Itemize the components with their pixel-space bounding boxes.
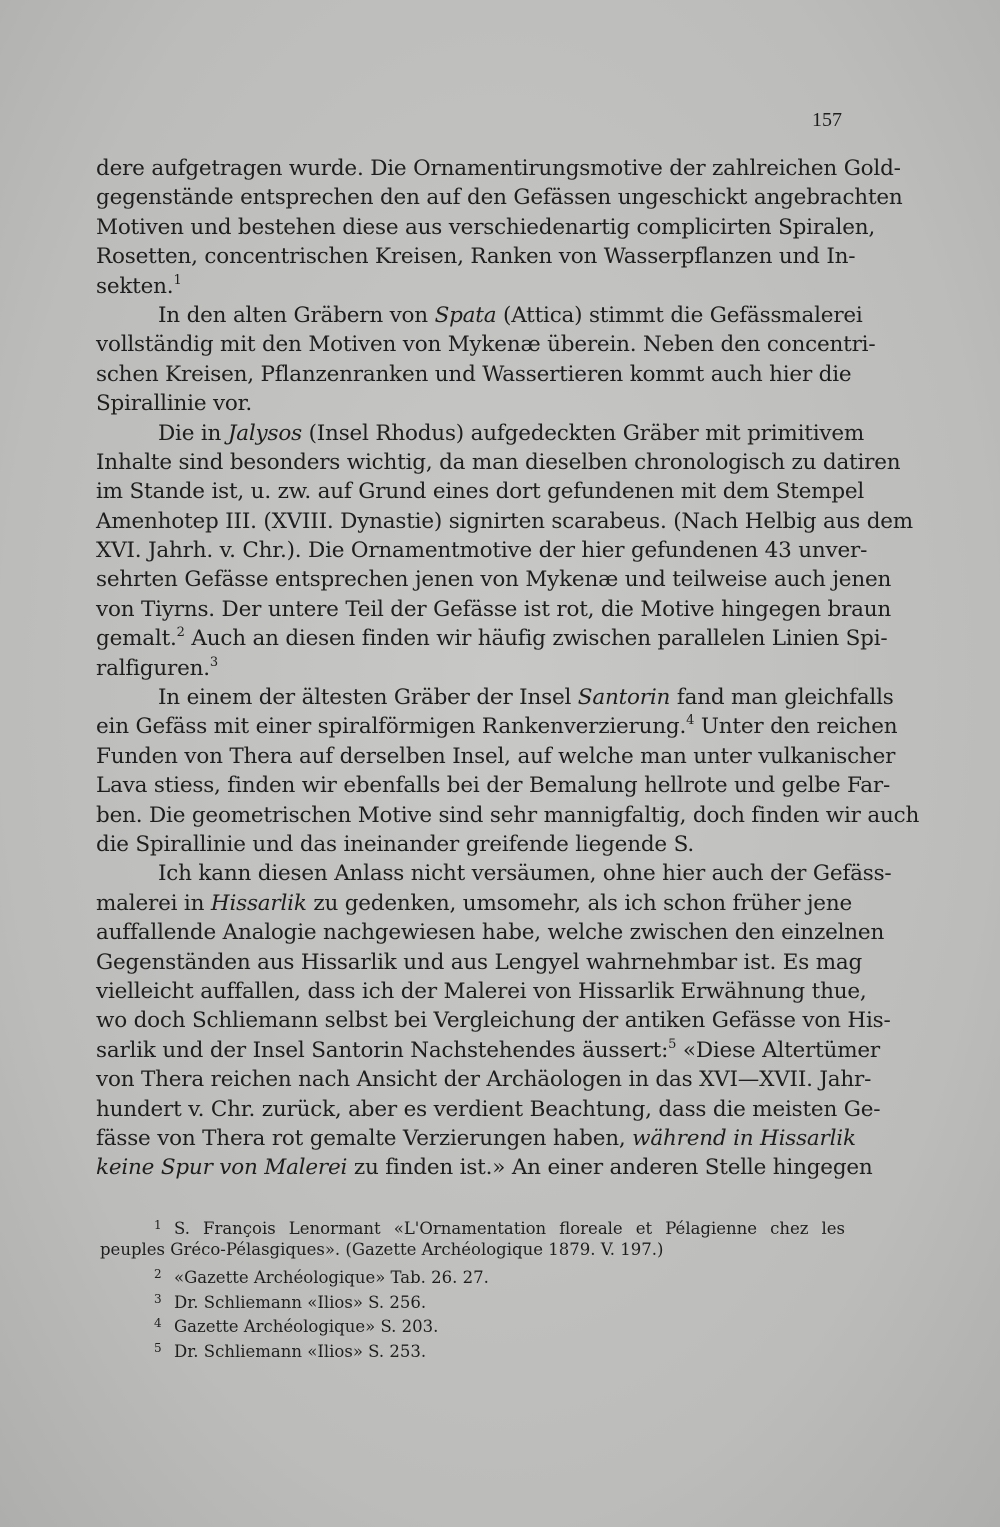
- text-line: [96, 889, 852, 918]
- footnote-text: Gazette Archéologique» S. 203.: [174, 1317, 439, 1337]
- footnote-mark: 4: [154, 1316, 162, 1331]
- text-span: sarlik und der Insel Santorin Nachstehendes äussert:: [96, 1037, 669, 1063]
- text-line: Amenhotep III. (XVIII. Dynastie) signirten scarabeus. (Nach Helbig aus dem: [96, 508, 913, 534]
- footnote: [100, 1287, 845, 1312]
- text-line: die Spirallinie und das ineinander greifende liegende S.: [96, 831, 694, 857]
- footnote-ref: 1: [173, 272, 182, 288]
- text-line: Lava stiess, finden wir ebenfalls bei der Bemalung hellrote und gelbe Far-: [96, 773, 891, 799]
- text-line: dere aufgetragen wurde. Die Ornamentirungsmotive der zahlreichen Gold-: [96, 156, 901, 181]
- text-line: [96, 419, 865, 448]
- text-line: [96, 272, 844, 301]
- italic-emphasis: während in Hissarlik: [632, 1125, 856, 1151]
- text-span: ein Gefäss mit einer spiralförmigen Rankenverzierung.: [96, 714, 687, 740]
- footnote: [100, 1311, 845, 1336]
- page-number: 157: [812, 109, 842, 131]
- footnote-text: Dr. Schliemann «Ilios» S. 253.: [174, 1341, 427, 1361]
- text-span: In den alten Gräbern von: [158, 302, 428, 328]
- footnote-mark: 5: [154, 1340, 162, 1355]
- footnote: [100, 1262, 845, 1287]
- text-line: [96, 712, 898, 741]
- text-span: (Insel Rhodus) aufgedeckten Gräber mit primitivem: [308, 420, 865, 446]
- text-line: [96, 1036, 880, 1065]
- italic-place-name: Santorin: [577, 685, 671, 711]
- text-line: im Stande ist, u. zw. auf Grund eines dort gefundenen mit dem Stempel: [96, 479, 865, 505]
- body-text: [96, 154, 920, 1183]
- footnote-text: S. François Lenormant «L'Ornamentation floreale et Pélagienne chez les: [174, 1219, 845, 1238]
- footnote-mark: 3: [154, 1291, 162, 1306]
- footnote-text: peuples Gréco-Pélasgiques». (Gazette Archéologique 1879. V. 197.): [100, 1239, 664, 1259]
- text-line: [96, 301, 863, 330]
- text-span: malerei in: [96, 890, 205, 916]
- footnotes: [100, 1213, 845, 1361]
- text-line: [96, 683, 894, 712]
- italic-place-name: Spata: [434, 302, 497, 328]
- text-line: wo doch Schliemann selbst bei Vergleichung der antiken Gefässe von His-: [96, 1008, 891, 1034]
- text-span: Auch an diesen finden wir häufig zwischen parallelen Linien Spi-: [191, 626, 888, 652]
- footnote-mark: 1: [154, 1218, 162, 1232]
- text-line: XVI. Jahrh. v. Chr.). Die Ornamentmotive der hier gefundenen 43 unver-: [96, 538, 868, 564]
- text-span: Die in: [158, 420, 222, 446]
- footnote-ref: 4: [686, 713, 695, 729]
- footnote: [100, 1213, 845, 1238]
- text-line: schen Kreisen, Pflanzenranken und Wassertieren kommt auch hier die: [96, 361, 852, 387]
- text-span: «Diese Altertümer: [682, 1037, 880, 1063]
- footnote-ref: 2: [176, 625, 185, 641]
- footnote-text: Dr. Schliemann «Ilios» S. 256.: [174, 1292, 427, 1312]
- text-line: auffallende Analogie nachgewiesen habe, welche zwischen den einzelnen: [96, 920, 885, 946]
- text-line: Ich kann diesen Anlass nicht versäumen, ohne hier auch der Gefäss-: [158, 861, 892, 887]
- text-line: Gegenständen aus Hissarlik und aus Lengyel wahrnehmbar ist. Es mag: [96, 949, 863, 975]
- text-line: Spirallinie vor.: [96, 391, 253, 417]
- footnote-text: «Gazette Archéologique» Tab. 26. 27.: [174, 1268, 489, 1288]
- text-span: ralfiguren.: [96, 655, 210, 681]
- text-line: hundert v. Chr. zurück, aber es verdient Beachtung, dass die meisten Ge-: [96, 1096, 881, 1122]
- text-span: sekten.: [96, 273, 174, 299]
- footnote-mark: 2: [154, 1267, 162, 1282]
- text-span: zu gedenken, umsomehr, als ich schon früher jene: [313, 890, 852, 916]
- text-span: gemalt.: [96, 626, 177, 652]
- text-span: In einem der ältesten Gräber der Insel: [158, 685, 572, 711]
- text-line: [96, 1153, 873, 1182]
- text-span: zu finden ist.» An einer anderen Stelle hingegen: [353, 1155, 873, 1181]
- text-line: Inhalte sind besonders wichtig, da man dieselben chronologisch zu datiren: [96, 449, 901, 475]
- italic-place-name: Jalysos: [227, 420, 302, 446]
- text-span: Unter den reichen: [700, 714, 898, 740]
- text-line: [96, 1124, 856, 1153]
- footnote: [100, 1336, 845, 1361]
- text-line: Rosetten, concentrischen Kreisen, Ranken von Wasserpflanzen und In-: [96, 244, 856, 270]
- footnote-ref: 3: [209, 654, 218, 670]
- footnote-ref: 5: [668, 1036, 677, 1052]
- text-line: von Tiyrns. Der untere Teil der Gefässe ist rot, die Motive hingegen braun: [96, 596, 892, 622]
- text-line: Funden von Thera auf derselben Insel, auf welche man unter vulkanischer: [96, 743, 896, 769]
- text-line: vielleicht auffallen, dass ich der Malerei von Hissarlik Erwähnung thue,: [96, 978, 867, 1004]
- text-span: fässe von Thera rot gemalte Verzierungen haben,: [96, 1125, 626, 1151]
- text-line: gegenstände entsprechen den auf den Gefässen ungeschickt angebrachten: [96, 185, 903, 211]
- footnote-continuation: [100, 1238, 845, 1263]
- text-line: vollständig mit den Motiven von Mykenæ überein. Neben den concentri-: [96, 332, 876, 358]
- text-line: sehrten Gefässe entsprechen jenen von Mykenæ und teilweise auch jenen: [96, 567, 892, 593]
- italic-emphasis: keine Spur von Malerei: [96, 1155, 348, 1181]
- text-span: fand man gleichfalls: [676, 685, 894, 711]
- text-line: ben. Die geometrischen Motive sind sehr mannigfaltig, doch finden wir auch: [96, 802, 920, 828]
- text-line: von Thera reichen nach Ansicht der Archäologen in das XVI—XVII. Jahr-: [96, 1067, 872, 1093]
- text-span: (Attica) stimmt die Gefässmalerei: [503, 302, 863, 328]
- text-line: Motiven und bestehen diese aus verschiedenartig complicirten Spiralen,: [96, 214, 876, 240]
- italic-place-name: Hissarlik: [210, 890, 307, 916]
- text-line: [96, 654, 844, 683]
- text-line: [96, 624, 888, 653]
